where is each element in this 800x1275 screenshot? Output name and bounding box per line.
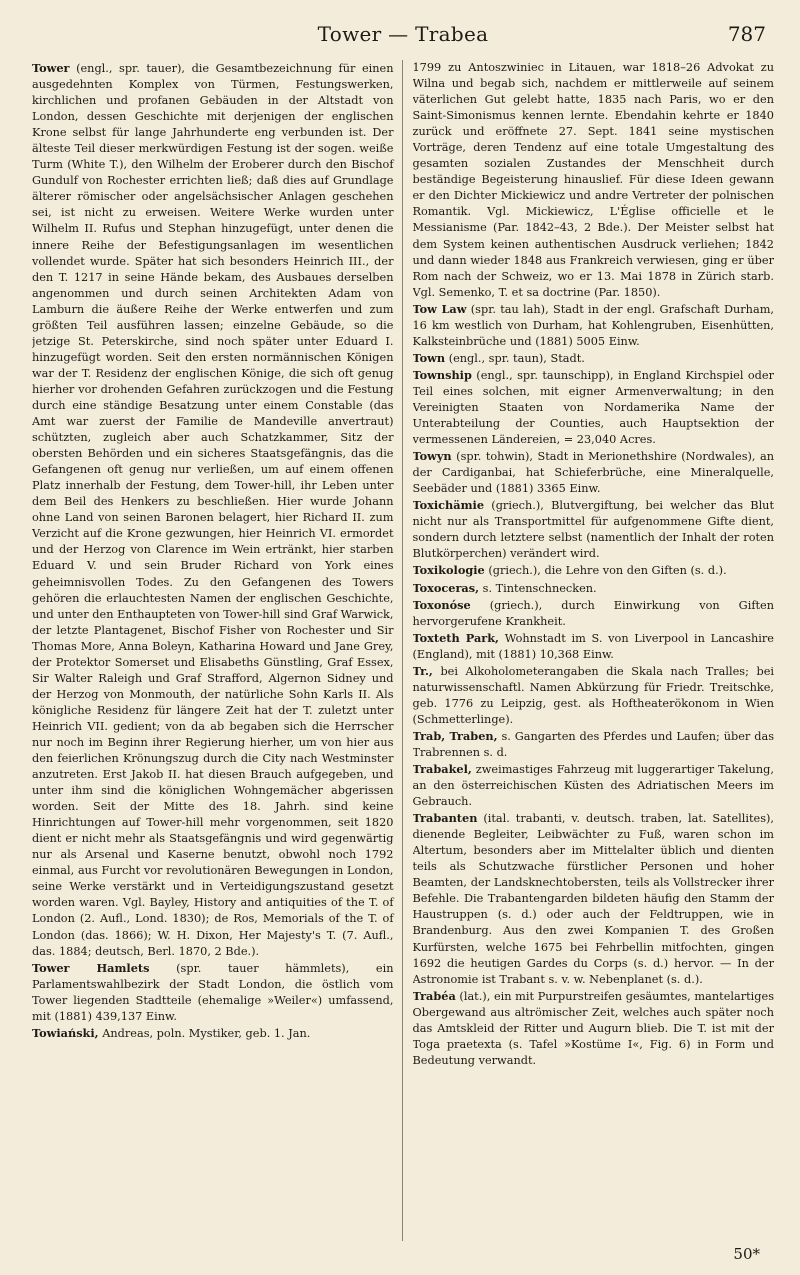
dictionary-entry — [32, 1025, 394, 1042]
entry-text: (engl., spr. tauer), die Gesamtbezeichnung für einen ausgedehnten Komplex von Türmen, Festungswerken, kirchlichen und profanen Gebäuden in der Altstadt von London, dessen Geschichte mit derjenigen der englischen Krone selbst für lange Jahrhunderte eng verbunden ist. Der älteste Teil dieser merkwürdigen Festung ist der sogen. weiße Turm (White T.), den Wilhelm der Eroberer durch den Bischof Gundulf von Rochester errichten ließ; daß dies auf Grundlage älterer römischer oder angelsächsischer Anlagen geschehen sei, ist nicht zu erweisen. Weitere Werke wurden unter Wilhelm II. Rufus und Stephan hinzugefügt, unter denen die innere Reihe der Befestigungsanlagen im wesentlichen vollendet wurde. Später hat sich besonders Heinrich III., der den T. 1217 in seine Hände bekam, des Ausbaues derselben angenommen und durch seinen Architekten Adam von Lamburn die äußere Reihe der Werke entwerfen und zum größten Teil ausführen lassen; einzelne Gebäude, so die jetzige St. Peterskirche, sind noch später unter Eduard I. hinzugefügt worden. Seit den ersten normännischen Königen war der T. Residenz der englischen Könige, die sich oft genug hierher vor drohenden Gefahren zurückzogen und die Festung durch eine ständige Besatzung unter einem Constable (das Amt war zuerst der Familie de Mandeville anvertraut) schützten, zugleich aber auch Schatzkammer, Sitz der obersten Behörden und ein sicheres Staatsgefängnis, das die Gefangenen oft genug nur verließen, um auf einem offenen Platz innerhalb der Festung, dem Tower-hill, ihr Leben unter dem Beil des Henkers zu beschließen. Hier wurde Johann ohne Land von seinen Baronen belagert, hier Richard II. zum Verzicht auf die Krone gezwungen, hier Heinrich VI. ermordet und der Herzog von Clarence im Wein ertränkt, hier starben Eduard V. und sein Bruder Richard von York eines geheimnisvollen Todes. Zu den Gefangenen des Towers gehören die erlauchtesten Namen der englischen Geschichte, und unter den Enthaupteten von Tower-hill sind Graf Warwick, der letzte Plantagenet, Bischof Fisher von Rochester und Sir Thomas More, Anna Boleyn, Katharina Howard und Jane Grey, der Protektor Somerset und Elisabeths Günstling, Graf Essex, Sir Walter Raleigh und Graf Strafford, Algernon Sidney und der Herzog von Monmouth, der natürliche Sohn Karls II. Als königliche Residenz für längere Zeit hat der T. zuletzt unter Heinrich VII. gedient; von da ab begaben sich die Herrscher nur noch im Beginn ihrer Regierung hierher, um von hier aus den feierlichen Krönungszug durch die City nach Westminster anzutreten. Erst Jakob II. hat diesen Brauch aufgegeben, und unter ihm sind die königlichen Wohngemächer abgerissen worden. Seit der Mitte des 18. Jahrh. sind keine Hinrichtungen auf Tower-hill mehr vorgenommen, seit 1820 dient er nicht mehr als Staatsgefängnis und wird gegenwärtig nur als Arsenal und Kaserne benutzt, obwohl noch 1792 einmal, aus Furcht vor revolutionären Bewegungen in London, seine Werke verstärkt und in Verteidigungszustand gesetzt worden waren. Vgl. Bayley, History and antiquities of the T. of London (2. Aufl., Lond. 1830); de Ros, Memorials of the T. of London (das. 1866); W. H. Dixon, Her Majesty's T. (7. Aufl., das. 1884; deutsch, Berl. 1870, 2 Bde.). — [32, 62, 394, 958]
entry-headword: Tower — [32, 61, 70, 75]
entry-text: (engl., spr. taun), Stadt. — [448, 351, 585, 365]
entry-headword: Tower Hamlets — [32, 960, 150, 975]
entry-text: s. Gangarten des Pferdes und Laufen; über das Trabrennen s. d. — [412, 729, 774, 759]
entry-text: s. Tintenschnecken. — [482, 581, 597, 595]
dictionary-entry — [413, 810, 775, 988]
dictionary-entry — [413, 728, 775, 761]
entry-text: (engl., spr. taunschipp), in England Kirchspiel oder Teil eines solchen, mit eigner Armenverwaltung; in den Vereinigten Staaten von Nordamerika Name der Unterabteilung der Counties, auch Hauptsektion der vermessenen Ländereien, = 23,040 Acres. — [412, 368, 774, 447]
dictionary-entry — [413, 497, 775, 562]
dictionary-entry — [413, 448, 775, 497]
entry-headword: Towiański, — [32, 1025, 99, 1040]
sheet-signature: 50* — [733, 1245, 760, 1263]
running-head — [40, 22, 766, 52]
entry-text: (griech.), Blutvergiftung, bei welcher das Blut nicht nur als Transportmittel für aufgenommene Gifte dient, sondern durch letztere selbst (namentlich der Inhalt der roten Blutkörperchen) verändert wird. — [412, 499, 774, 561]
page-number: 787 — [727, 22, 766, 46]
entry-text: (ital. trabanti, v. deutsch. traben, lat. Satellites), dienende Begleiter, Leibwächter zu Fuß, waren schon im Altertum, besonders aber im Mittelalter üblich und dienten teils als Schutzwache fürstlicher Personen und hoher Beamten, der Landsknechtobersten, teils als Vollstrecker ihrer Befehle. Die Trabantengarden bildeten häufig den Stamm der Haustruppen (s. d.) oder auch der Feldtruppen, wie in Brandenburg. Aus den zwei Kompanien T. des Großen Kurfürsten, welche 1675 bei Fehrbellin mitfochten, gingen 1692 die heutigen Gardes du Corps (s. d.) hervor. — In der Astronomie ist Trabant s. v. w. Nebenplanet (s. d.). — [412, 812, 774, 986]
entry-text: Wohnstadt im S. von Liverpool in Lancashire (England), mit (1881) 10,368 Einw. — [412, 631, 774, 661]
dictionary-entry — [32, 960, 394, 1025]
entry-text: zweimastiges Fahrzeug mit luggerartiger Takelung, an den österreichischen Küsten des Adriatischen Meers im Gebrauch. — [412, 763, 774, 809]
entry-text: (griech.), durch Einwirkung von Giften hervorgerufene Krankheit. — [412, 598, 774, 628]
entry-headword: Trabakel, — [412, 762, 472, 777]
left-column — [32, 60, 403, 1241]
running-title: Tower — Trabea — [317, 22, 489, 46]
dictionary-entry — [413, 630, 775, 663]
dictionary-entry — [32, 60, 394, 960]
entry-text: 1799 zu Antoszwiniec in Litauen, war 1818–26 Advokat zu Wilna und begab sich, nachdem er mittlerweile auf seinem väterlichen Gut gelebt hatte, 1835 nach Paris, wo er den Saint-Simonismus kennen lernte. Ebendahin kehrte er 1840 zurück und eröffnete 27. Sept. 1841 seine mystischen Vorträge, deren Tendenz auf eine totale Umgestaltung des gesamten sozialen Zustandes der Menschheit durch beständige Begeisterung hinauslief. Für diese Ideen gewann er den Dichter Mickiewicz und andre Vertreter der polnischen Romantik. Vgl. Mickiewicz, L'Église officielle et le Messianisme (Par. 1842–43, 2 Bde.). Der Meister selbst hat dem System keinen authentischen Ausdruck verliehen; 1842 und dann wieder 1848 aus Frankreich verwiesen, ging er über Rom nach der Schweiz, wo er 13. Mai 1878 in Zürich starb. Vgl. Semenko, T. et sa doctrine (Par. 1850). — [412, 61, 774, 299]
entry-headword: Toxichämie — [412, 498, 485, 513]
entry-text: (spr. tau lah), Stadt in der engl. Grafschaft Durham, 16 km westlich von Durham, hat Kohlengruben, Eisenhütten, Kalksteinbrüche und (1881) 5005 Einw. — [412, 302, 774, 348]
entry-headword: Trab, Traben, — [412, 728, 498, 743]
entry-text: (griech.), die Lehre von den Giften (s. d.). — [488, 564, 727, 578]
entry-headword: Toxoceras, — [412, 580, 480, 595]
dictionary-entry — [413, 988, 775, 1069]
entry-headword: Toxikologie — [412, 563, 485, 578]
right-column — [413, 60, 775, 1241]
entry-headword: Township — [412, 367, 472, 382]
entry-headword: Toxonóse — [412, 597, 471, 612]
entry-headword: Trabéa — [412, 988, 456, 1003]
entry-headword: Town — [412, 350, 446, 365]
entry-text: bei Alkoholometerangaben die Skala nach Tralles; bei naturwissenschaftl. Namen Abkürzung für Friedr. Treitschke, geb. 1776 zu Leipzig, gest. als Hoftheaterökonom in Wien (Schmetterlinge). — [412, 664, 774, 726]
dictionary-entry — [413, 663, 775, 728]
dictionary-entry — [413, 367, 775, 448]
entry-headword: Towyn — [412, 449, 452, 464]
dictionary-entry — [413, 761, 775, 810]
entry-text: (spr. tohwin), Stadt in Merionethshire (Nordwales), an der Cardiganbai, hat Schieferbrüche, eine Mineralquelle, Seebäder und (1881) 3365 Einw. — [412, 450, 774, 496]
entry-headword: Tow Law — [412, 301, 467, 316]
dictionary-entry — [413, 350, 775, 367]
dictionary-entry — [413, 597, 775, 630]
entry-text: Andreas, poln. Mystiker, geb. 1. Jan. — [102, 1026, 311, 1040]
dictionary-entry — [413, 301, 775, 350]
entry-headword: Toxteth Park, — [412, 630, 499, 645]
text-columns — [32, 60, 774, 1241]
entry-text: (lat.), ein mit Purpurstreifen gesäumtes, mantelartiges Obergewand aus altrömischer Zeit, welches auch später noch das Amtskleid der Ritter und Augurn blieb. Die T. ist mit der Toga praetexta (s. Tafel »Kostüme I«, Fig. 6) in Form und Bedeutung verwandt. — [412, 989, 774, 1067]
dictionary-entry — [413, 60, 775, 301]
dictionary-entry — [413, 580, 775, 597]
entry-text: (spr. tauer hämmlets), ein Parlamentswahlbezirk der Stadt London, die östlich vom Tower liegenden Stadtteile (ehemalige »Weiler«) umfassend, mit (1881) 439,137 Einw. — [32, 961, 394, 1023]
entry-headword: Trabanten — [412, 811, 478, 826]
dictionary-entry — [413, 562, 775, 579]
entry-headword: Tr., — [412, 663, 433, 678]
